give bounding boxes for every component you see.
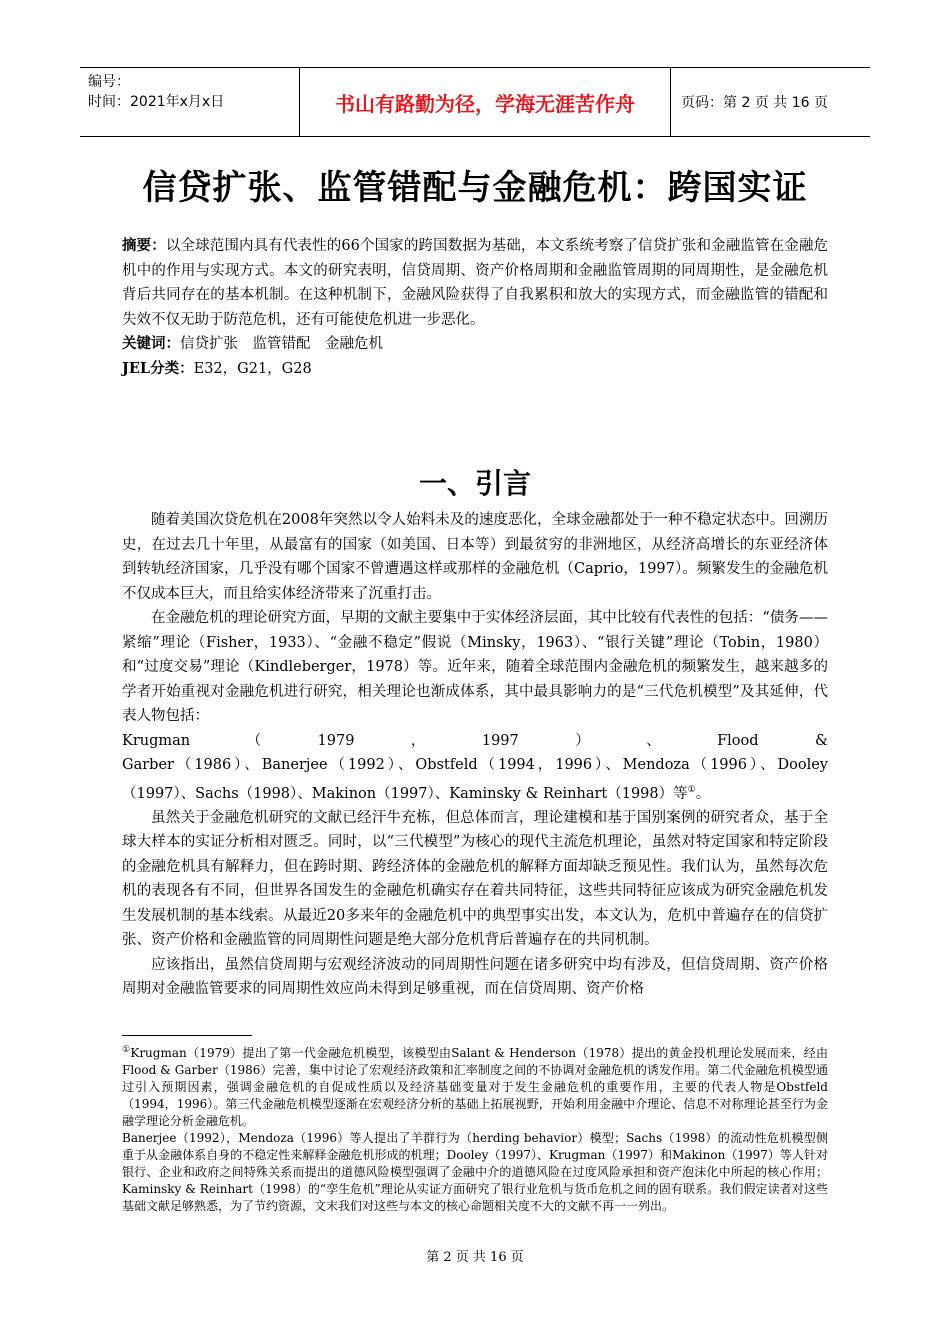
spread-token: 、 <box>646 732 661 749</box>
spread-token: ） <box>575 732 590 749</box>
jel-label: JEL分类： <box>122 359 194 377</box>
paragraph-4: 应该指出，虽然信贷周期与宏观经济波动的同周期性问题在诸多研究中均有涉及，但信贷周期、资产价格周期对金融监管要求的同周期性效应尚未得到足够重视，而在信贷周期、资产价格 <box>122 956 828 998</box>
paragraph-1: 随着美国次贷危机在2008年突然以令人始料未及的速度恶化，全球金融都处于一种不稳定状态中。回溯历史，在过去几十年里，从最富有的国家（如美国、日本等）到最贫穷的非洲地区，从经济高增长的东亚经济体到转轨经济国家，几乎没有哪个国家不曾遭遇这样或那样的金融危机（Caprio，1997）。频繁发生的金融危机不仅成本巨大，而且给实体经济带来了沉重打击。 <box>122 512 828 602</box>
jel-text: E32，G21，G28 <box>193 360 312 377</box>
footnote-2: Banerjee（1992），Mendoza（1996）等人提出了羊群行为（herding behavior）模型；Sachs（1998）的流动性危机模型侧重于从金融体系自身的不稳定性来解释金融危机形成的机理；Dooley（1997）、Krugman（1997）和Makinon（1997）等人针对银行、企业和政府之间特殊关系而提出的道德风险模型强调了金融中介的道德风险在过度风险承担和资产泡沫化中所起的核心作用；Kaminsky & Reinhart（1998）的“孪生危机”理论从实证方面研究了银行业危机与货币危机之间的固有联系。我们假定读者对这些基础文献足够熟悉，为了节约资源，文末我们对这些与本文的核心命题相关度不大的文献不再一一列出。 <box>122 1131 828 1213</box>
header-meta <box>80 68 300 136</box>
header-motto: 书山有路勤为径，学海无涯苦作舟 <box>300 68 671 136</box>
footnote-reference[interactable]: ① <box>687 784 696 795</box>
footnote-mark: ① <box>122 1045 131 1055</box>
spread-token: Krugman <box>122 732 191 749</box>
spread-token: 1997 <box>481 732 519 749</box>
paragraph-2: 在金融危机的理论研究方面，早期的文献主要集中于实体经济层面，其中比较有代表性的包括：“债务——紧缩”理论（Fisher，1933）、“金融不稳定”假说（Minsky，1963）、“银行关键”理论（Tobin，1980）和“过度交易”理论（Kindleberger，1978）等。近年来，随着全球范围内金融危机的频繁发生，越来越多的学者开始重视对金融危机进行研究，相关理论也渐成体系，其中最具影响力的是“三代危机模型”及其延伸，代表人物包括： <box>122 610 828 724</box>
section-heading: 一、引言 <box>418 467 531 500</box>
footnote-block <box>122 1042 828 1215</box>
document-title: 信贷扩张、监管错配与金融危机：跨国实证 <box>142 168 808 208</box>
number-label: 编号： <box>88 74 130 90</box>
body-text <box>122 508 828 1002</box>
footnote-1-text: Krugman（1979）提出了第一代金融危机模型，该模型由Salant & Henderson（1978）提出的黄金投机理论发展而来，经由Flood & Garber（1986）完善，集中讨论了宏观经济政策和汇率制度之间的不协调对金融危机的诱发作用。第二代金融危机模型通过引入预期因素，强调金融危机的自促成性质以及经济基础变量对于发生金融危机的重要作用，主要的代表人物是Obstfeld（1994，1996）。第三代金融危机模型逐渐在宏观经济分析的基础上拓展视野，开始利用金融中介理论、信息不对称理论甚至行为金融学理论分析金融危机。 <box>122 1046 828 1128</box>
spread-token: & <box>815 732 828 749</box>
spread-token: ， <box>410 732 426 749</box>
paragraph-3: 虽然关于金融危机研究的文献已经汗牛充栋，但总体而言，理论建模和基于国别案例的研究者众，基于全球大样本的实证分析相对匮乏。同时，以“三代模型”为核心的现代主流危机理论，虽然对特定国家和特定阶段的金融危机具有解释力，但在跨时期、跨经济体的金融危机的解释方面却缺乏预见性。我们认为，虽然每次危机的表现各有不同，但世界各国发生的金融危机确实存在着共同特征，这些共同特征应该成为研究金融危机发生发展机制的基本线索。从最近20多来年的金融危机中的典型事实出发，本文认为，危机中普遍存在的信贷扩张、资产价格和金融监管的同周期性问题是绝大部分危机背后普遍存在的共同机制。 <box>122 809 828 949</box>
time-label: 时间：2021年x月x日 <box>88 94 225 110</box>
jel-line <box>122 357 828 382</box>
spread-token: 1979 <box>317 732 355 749</box>
paragraph-2-spread-line <box>122 729 828 754</box>
paragraph-2-end-text: Garber（1986）、Banerjee（1992）、Obstfeld（1994，1996）、Mendoza（1996）、Dooley（1997）、Sachs（1998）、Makinon（1997）、Kaminsky & Reinhart（1998）等 <box>122 757 828 802</box>
abstract-text: 以全球范围内具有代表性的66个国家的跨国数据为基础，本文系统考察了信贷扩张和金融监管在金融危机中的作用与实现方式。本文的研究表明，信贷周期、资产价格周期和金融监管周期的同周期性，是金融危机背后共同存在的基本机制。在这种机制下，金融风险获得了自我累积和放大的实现方式，而金融监管的错配和失效不仅无助于防范危机，还有可能使危机进一步恶化。 <box>122 238 828 328</box>
spread-token: （ <box>246 732 262 749</box>
keywords-label: 关键词： <box>122 335 180 352</box>
keywords-line <box>122 332 828 357</box>
page-footer: 第 2 页 共 16 页 <box>426 1250 524 1265</box>
header-table <box>80 67 870 137</box>
spread-token: Flood <box>717 732 759 749</box>
keywords-text: 信贷扩张 监管错配 金融危机 <box>180 336 383 352</box>
footnote-1 <box>122 1042 828 1130</box>
abstract-label: 摘要： <box>122 237 166 254</box>
abstract-block <box>122 234 828 381</box>
footnote-separator <box>122 1035 252 1036</box>
header-page-info: 页码：第 2 页 共 16 页 <box>681 95 828 111</box>
paragraph-2-end-punct: 。 <box>695 785 711 802</box>
paragraph-2-end <box>122 753 828 806</box>
abstract-paragraph <box>122 234 828 332</box>
